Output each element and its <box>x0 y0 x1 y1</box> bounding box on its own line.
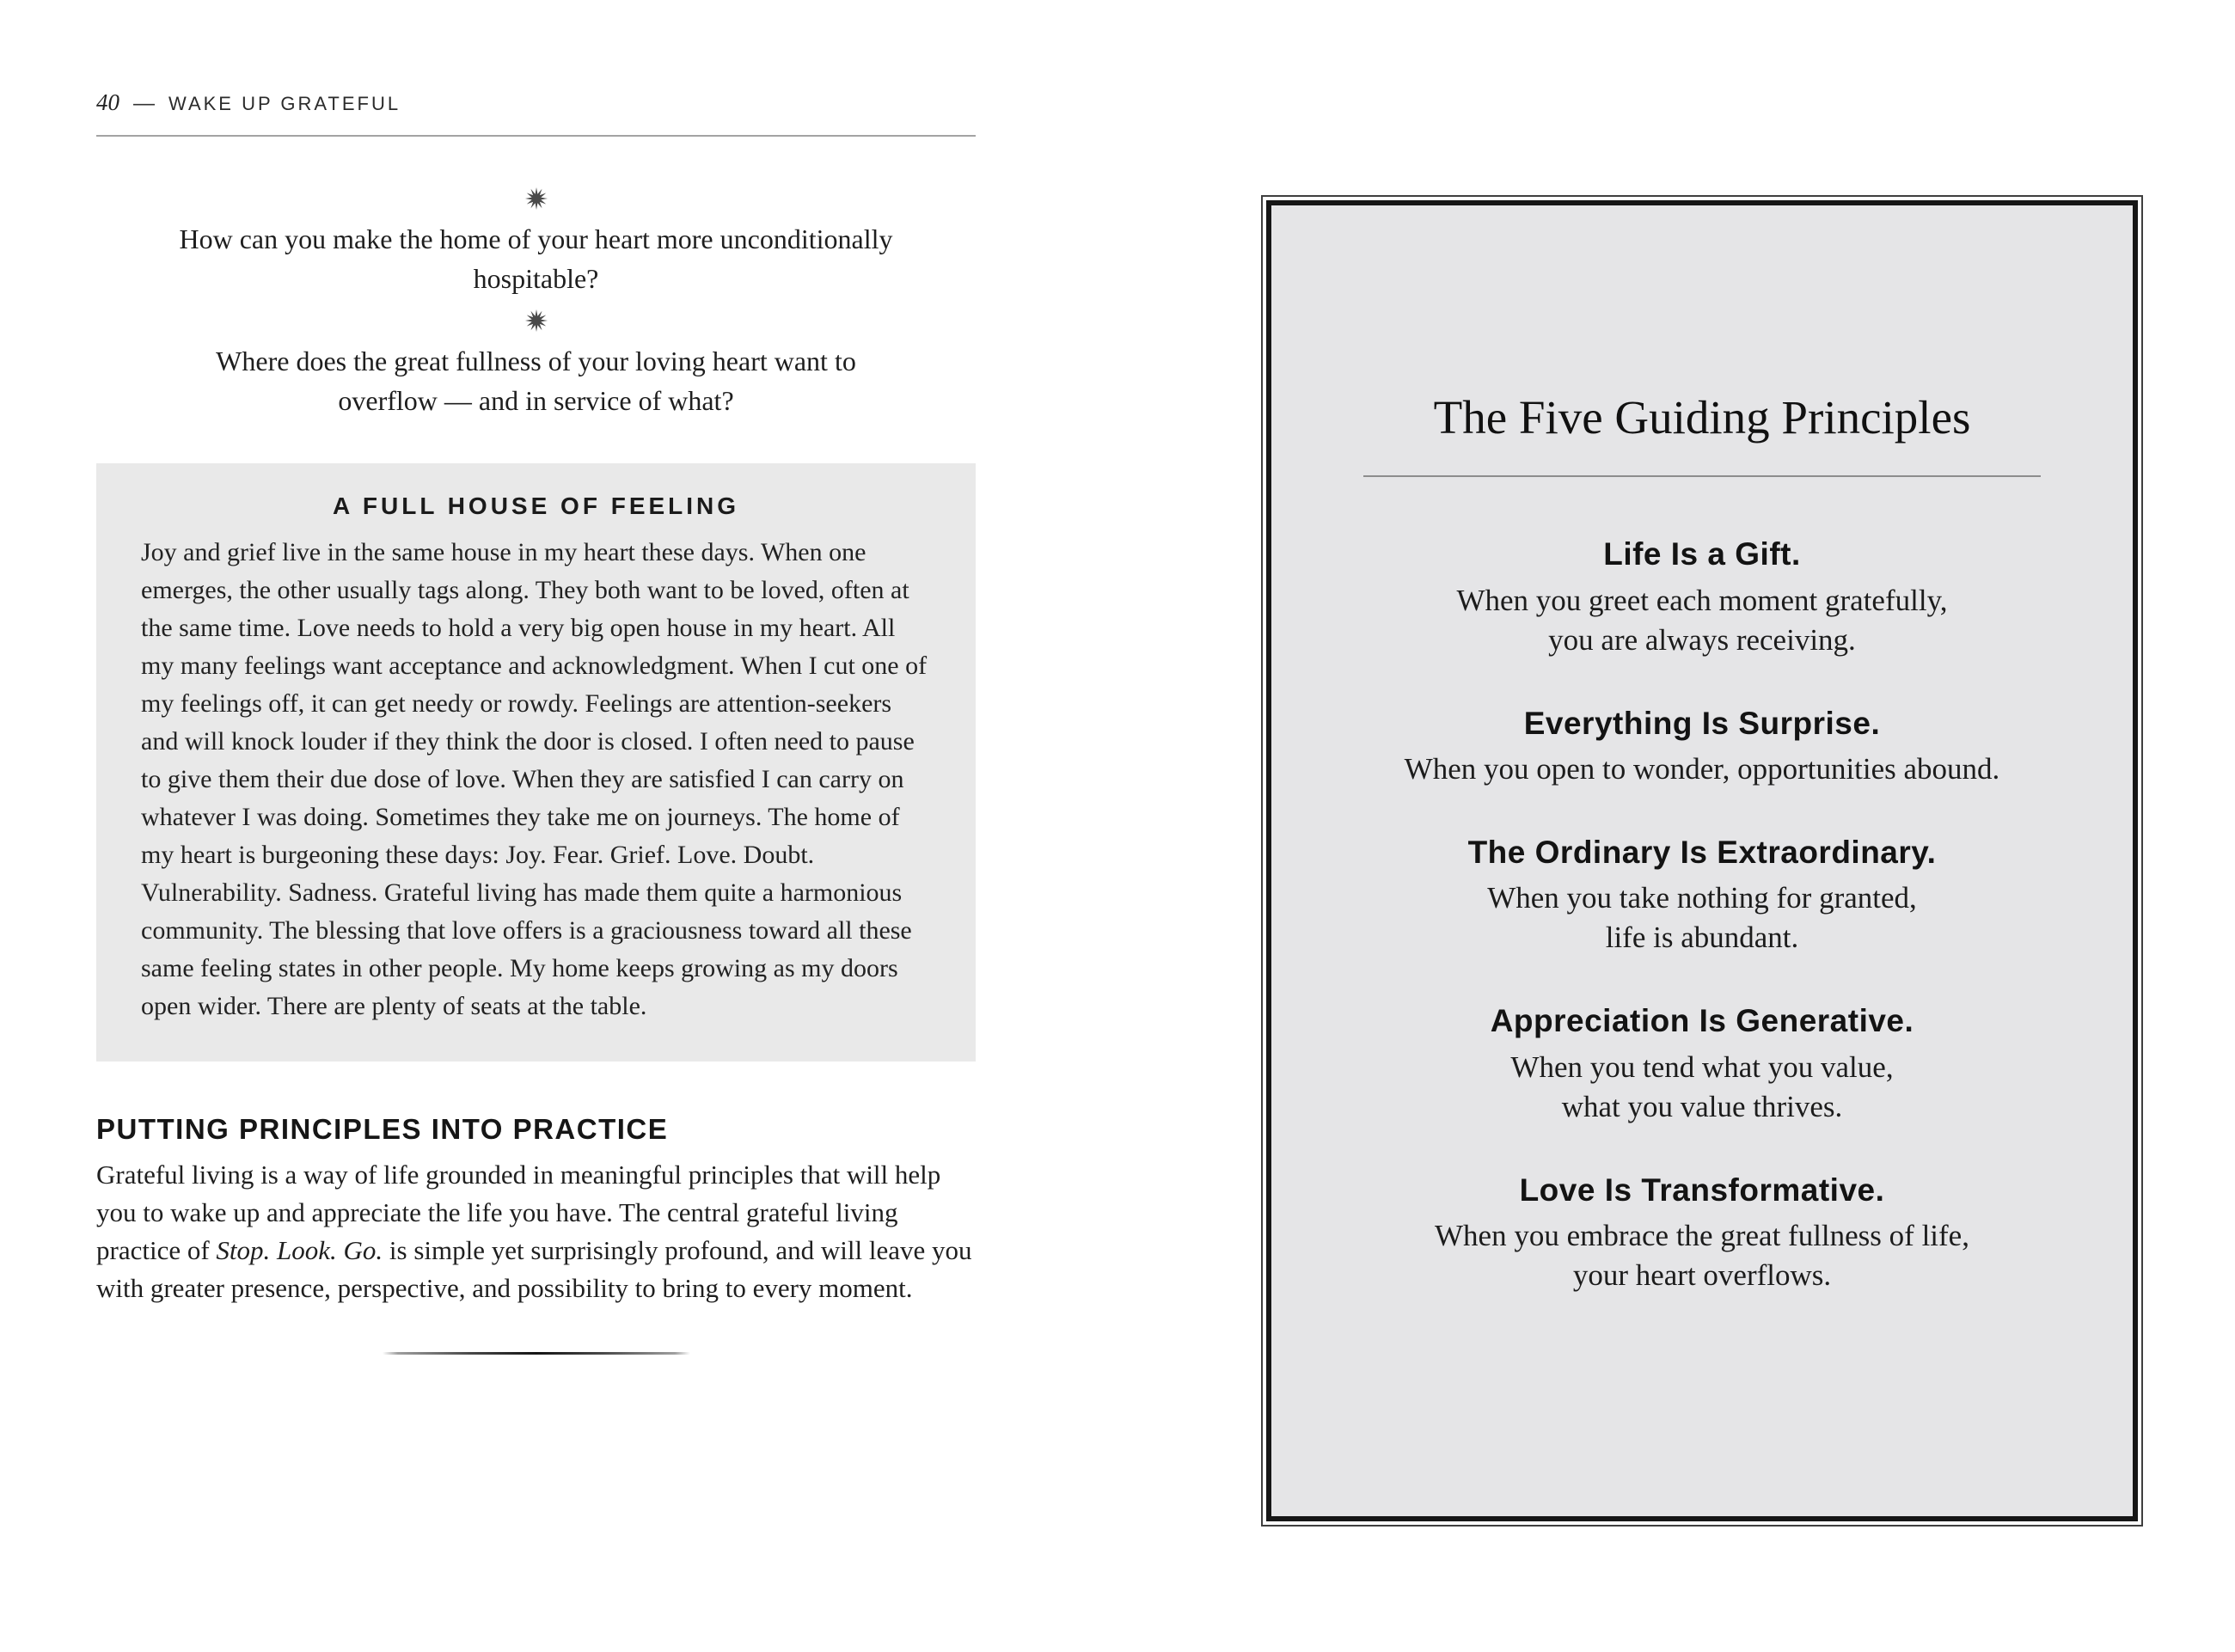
book-title: WAKE UP GRATEFUL <box>168 93 401 114</box>
principle-item <box>1468 834 1937 958</box>
principle-heading: The Ordinary Is Extraordinary. <box>1467 835 1937 871</box>
running-header <box>96 89 976 116</box>
left-page <box>96 89 976 1355</box>
page-number: 40 <box>96 89 119 115</box>
reflection-question <box>96 219 976 298</box>
starburst-ornament-icon <box>96 309 976 333</box>
section-text: is simple yet surprisingly profound, and will leave you with greater presence, perspective, and possibility to bring to every moment. <box>96 1235 972 1303</box>
principle-heading: Everything Is Surprise. <box>1523 705 1881 741</box>
principle-line: life is abundant. <box>1605 921 1799 955</box>
principle-line: When you greet each moment gratefully, <box>1456 583 1948 617</box>
right-page-principles-frame <box>1261 195 2143 1527</box>
principle-line: When you take nothing for granted, <box>1487 881 1917 915</box>
panel-title: The Five Guiding Principles <box>1433 391 1971 444</box>
principle-item <box>1435 1172 1969 1295</box>
reflection-question <box>96 341 976 420</box>
principle-line: what you value thrives. <box>1561 1089 1843 1123</box>
principle-line: you are always receiving. <box>1548 622 1856 657</box>
section-text-italic: Stop. Look. Go. <box>216 1235 383 1265</box>
section-heading: PUTTING PRINCIPLES INTO PRACTICE <box>96 1113 669 1145</box>
section-paragraph <box>96 1156 976 1307</box>
panel-title-rule <box>1363 475 2041 477</box>
feature-box <box>96 463 976 1062</box>
principle-line: When you tend what you value, <box>1510 1049 1894 1084</box>
principle-item <box>1405 705 2000 789</box>
principle-heading: Appreciation Is Generative. <box>1490 1003 1914 1039</box>
question-line: overflow — and in service of what? <box>338 385 734 416</box>
question-line: hospitable? <box>473 263 599 294</box>
principle-line: your heart overflows. <box>1572 1258 1832 1293</box>
feature-box-body: Joy and grief live in the same house in my heart these days. When one emerges, the other usually tags along. They both want to be loved, often at the same time. Love needs to hold a very big open house in my heart. All my many feelings want acceptance and acknowledgment. When I cut one of my feelings off, it can get needy or rowdy. Feelings are attention-seekers and will knock louder if they think the door is closed. I often need to pause to give them their due dose of love. When they are satisfied I can carry on whatever I was doing. Sometimes they take me on journeys. The home of my heart is burgeoning these days: Joy. Fear. Grief. Love. Doubt. Vulnerability. Sadness. Grateful living has made them quite a harmonious community. The blessing that love offers is a graciousness toward all these same feeling states in other people. My home keeps growing as my doors open wider. There are plenty of seats at the table. <box>141 538 928 1020</box>
principle-heading: Love Is Transformative. <box>1519 1172 1885 1208</box>
principles-list <box>1405 535 2000 1340</box>
tapered-divider <box>383 1352 690 1355</box>
question-line: Where does the great fullness of your loving heart want to <box>216 346 856 376</box>
starburst-ornament-icon <box>96 187 976 211</box>
principle-line: When you embrace the great fullness of life, <box>1435 1219 1969 1253</box>
principle-item <box>1491 1002 1914 1126</box>
feature-box-heading: A FULL HOUSE OF FEELING <box>332 493 740 519</box>
principles-panel <box>1266 200 2138 1521</box>
question-line: How can you make the home of your heart more unconditionally <box>179 223 893 254</box>
section-text: Grateful living is a way of life grounded in meaningful principles that will help you to wake up and appreciate the life you have. The central grateful living practice of <box>96 1159 941 1265</box>
principle-heading: Life Is a Gift. <box>1603 536 1801 572</box>
principle-line: When you open to wonder, opportunities abound. <box>1404 752 2000 786</box>
header-rule <box>96 135 976 137</box>
principle-item <box>1456 535 1947 659</box>
header-separator: — <box>133 91 155 115</box>
